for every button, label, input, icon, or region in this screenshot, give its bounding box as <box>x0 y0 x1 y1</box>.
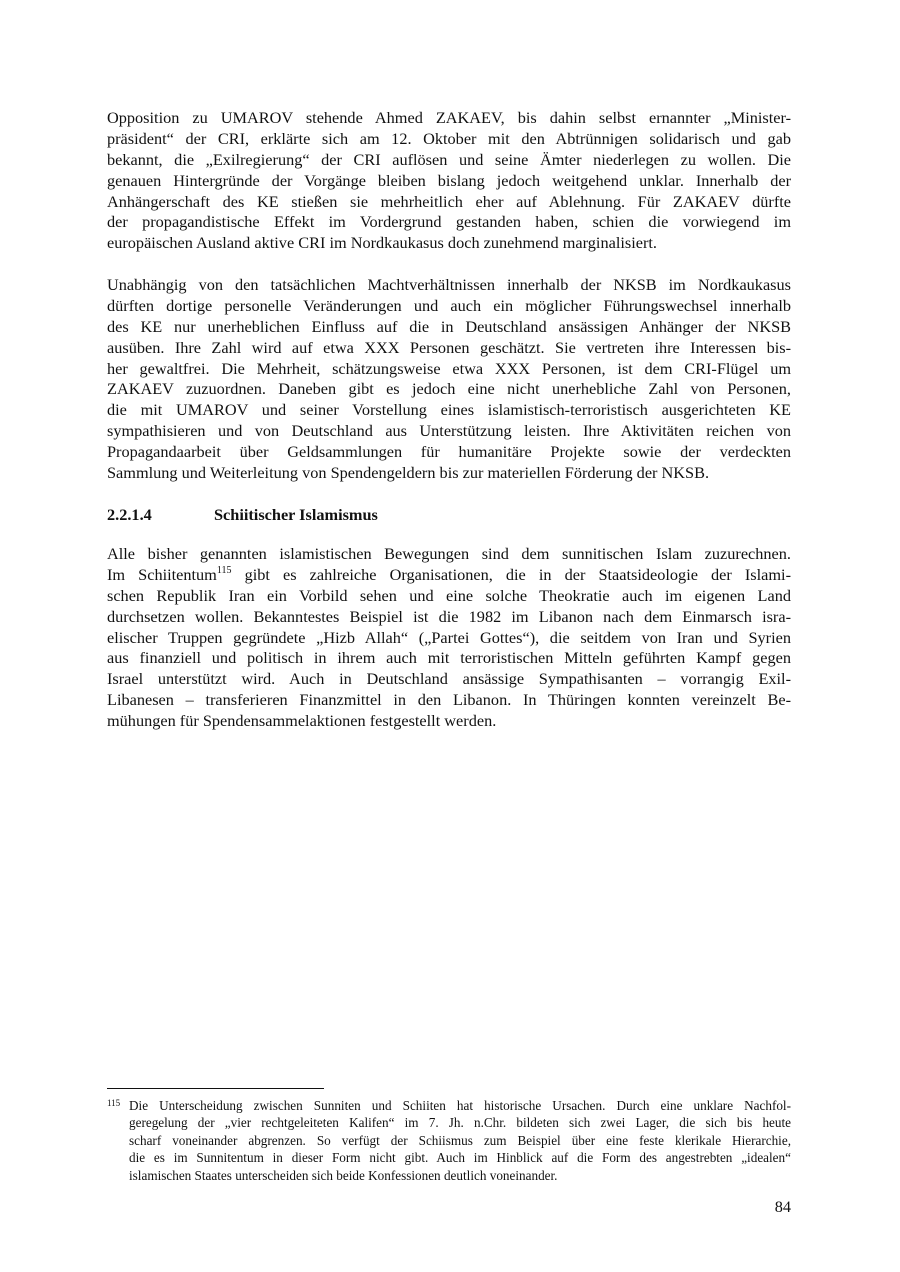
paragraph-zakaev <box>107 108 791 254</box>
text-line: europäischen Ausland aktive CRI im Nordkaukasus doch zunehmend marginalisiert. <box>107 233 657 253</box>
footnote-line: die es im Sunnitentum in dieser Form nicht gibt. Auch im Hinblick auf die Form des angestrebten „idealen“ <box>129 1150 791 1166</box>
text-line: der propagandistische Effekt im Vordergrund gestanden haben, schien die vorwiegend im <box>107 212 791 232</box>
section-number: 2.2.1.4 <box>107 505 152 524</box>
text-line: schen Republik Iran ein Vorbild sehen und eine solche Theokratie auch im eigenen Land <box>107 585 791 605</box>
text-line: ZAKAEV zuzuordnen. Daneben gibt es jedoch eine nicht unerhebliche Zahl von Personen, <box>107 379 791 399</box>
text-line: mühungen für Spendensammelaktionen festgestellt werden. <box>107 711 497 731</box>
text-line: Anhängerschaft des KE stießen sie mehrheitlich eher auf Ablehnung. Für ZAKAEV dürfte <box>107 191 791 211</box>
footnote-line: Die Unterscheidung zwischen Sunniten und Schiiten hat historische Ursachen. Durch eine unklare Nachfol- <box>129 1098 791 1113</box>
text-line: her gewaltfrei. Die Mehrheit, schätzungsweise etwa XXX Personen, ist dem CRI-Flügel um <box>107 358 791 378</box>
text-line: durchsetzen wollen. Bekanntestes Beispiel ist die 1982 im Libanon nach dem Einmarsch isra- <box>107 606 791 626</box>
text-line: elischer Truppen gegründete „Hizb Allah“ („Partei Gottes“), die seitdem von Iran und Syrien <box>107 627 791 647</box>
text-line: Libanesen – transferieren Finanzmittel in den Libanon. In Thüringen konnten vereinzelt Be- <box>107 690 791 710</box>
text-segment: gibt es zahlreiche Organisationen, die in der Staatsideologie der Islami- <box>231 564 792 584</box>
text-segment: Im Schiitentum <box>107 564 217 584</box>
section-heading <box>107 504 378 525</box>
text-line: ausüben. Ihre Zahl wird auf etwa XXX Personen geschätzt. Sie vertreten ihre Interessen bis- <box>107 337 791 357</box>
text-line: dürften dortige personelle Veränderungen und auch ein möglicher Führungswechsel innerhalb <box>107 295 791 315</box>
text-line: Sammlung und Weiterleitung von Spendengeldern bis zur materiellen Förderung der NKSB. <box>107 463 710 483</box>
paragraph-nksb-supporters <box>107 275 791 484</box>
text-line: Unabhängig von den tatsächlichen Machtverhältnissen innerhalb der NKSB im Nordkaukasus <box>107 275 791 294</box>
paragraph-schiitischer-islamismus <box>107 544 791 732</box>
text-line: präsident“ der CRI, erklärte sich am 12. Oktober mit den Abtrünnigen solidarisch und gab <box>107 128 791 148</box>
text-line-with-footnote <box>107 565 791 586</box>
text-line: Israel unterstützt wird. Auch in Deutschland ansässige Sympathisanten – vorrangig Exil- <box>107 669 791 689</box>
footnote-number: 115 <box>107 1098 121 1108</box>
text-line: Alle bisher genannten islamistischen Bewegungen sind dem sunnitischen Islam zuzurechnen. <box>107 544 791 563</box>
text-line: des KE nur unerheblichen Einfluss auf die in Deutschland ansässigen Anhänger der NKSB <box>107 316 791 336</box>
text-line: Opposition zu UMAROV stehende Ahmed ZAKAEV, bis dahin selbst ernannter „Minister- <box>107 108 791 127</box>
footnote-line: scharf voneinander abgrenzen. So verfügt der Schiismus zum Beispiel über eine feste klerikale Hierarchie, <box>129 1132 791 1148</box>
footnote-line: islamischen Staates unterscheiden sich beide Konfessionen deutlich voneinander. <box>129 1167 558 1183</box>
text-line: aus finanziell und politisch in ihrem auch mit terroristischen Mitteln geführten Kampf gegen <box>107 648 791 668</box>
footnote-separator <box>107 1088 324 1089</box>
footnote-text <box>129 1097 791 1184</box>
text-line: sympathisieren und von Deutschland aus Unterstützung leisten. Ihre Aktivitäten reichen von <box>107 421 791 441</box>
footnote-reference[interactable]: 115 <box>216 564 232 576</box>
text-line: Propagandaarbeit über Geldsammlungen für humanitäre Projekte sowie der verdeckten <box>107 442 791 462</box>
text-line: bekannt, die „Exilregierung“ der CRI auflösen und seine Ämter niederlegen zu wollen. Die <box>107 149 791 169</box>
section-title: Schiitischer Islamismus <box>214 505 378 524</box>
footnote-line: geregelung der „vier rechtgeleiteten Kalifen“ im 7. Jh. n.Chr. bildeten sich zwei Lager, die sich bis heute <box>129 1115 791 1131</box>
text-line: genauen Hintergründe der Vorgänge bleiben bislang jedoch weitgehend unklar. Innerhalb der <box>107 170 791 190</box>
text-line: die mit UMAROV und seiner Vorstellung eines islamistisch-terroristisch ausgerichteten KE <box>107 400 791 420</box>
page-number: 84 <box>774 1197 791 1216</box>
